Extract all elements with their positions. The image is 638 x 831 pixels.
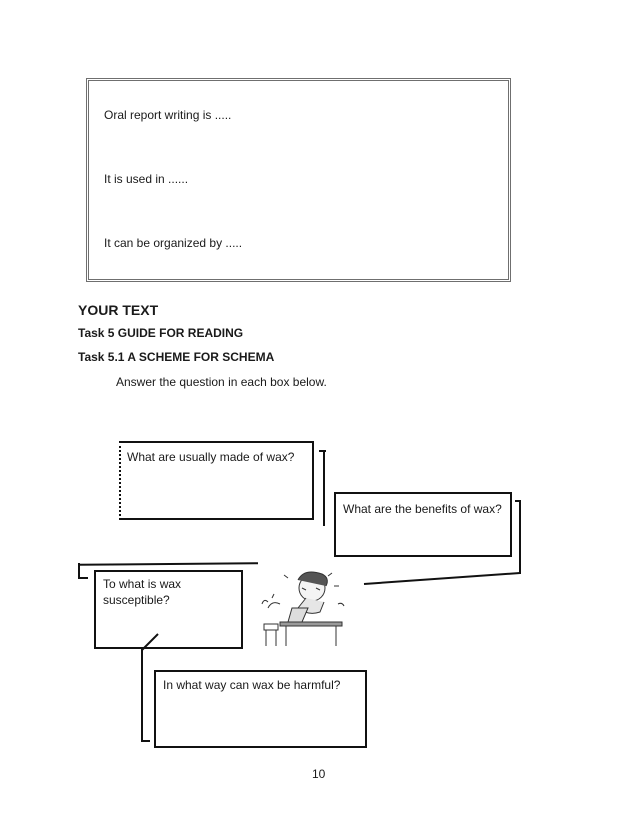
page-number: 10 — [312, 767, 326, 781]
question-wax-susceptible-line2: susceptible? — [103, 593, 170, 607]
question-wax-susceptible-line1: To what is wax — [103, 577, 182, 591]
question-made-of-wax: What are usually made of wax? — [127, 450, 295, 464]
bracket-mark — [141, 740, 150, 742]
bracket-mark — [78, 562, 258, 566]
bracket-mark — [141, 648, 143, 742]
section-heading-your-text: YOUR TEXT — [78, 302, 159, 318]
bracket-mark — [78, 577, 88, 579]
child-reading-at-desk-icon — [258, 564, 350, 650]
bracket-mark — [323, 450, 325, 526]
connector-line — [140, 632, 162, 652]
connector-line — [360, 570, 525, 590]
report-line-usage: It is used in ...... — [104, 172, 189, 186]
task-heading-scheme-for-schema: Task 5.1 A SCHEME FOR SCHEMA — [78, 350, 275, 364]
bracket-mark — [519, 500, 521, 574]
question-wax-harmful: In what way can wax be harmful? — [163, 678, 341, 692]
instruction-text: Answer the question in each box below. — [116, 375, 327, 389]
report-line-organization: It can be organized by ..... — [104, 236, 243, 250]
task-heading-guide-for-reading: Task 5 GUIDE FOR READING — [78, 326, 244, 340]
report-line-definition: Oral report writing is ..... — [104, 108, 232, 122]
question-benefits-of-wax: What are the benefits of wax? — [343, 502, 502, 516]
